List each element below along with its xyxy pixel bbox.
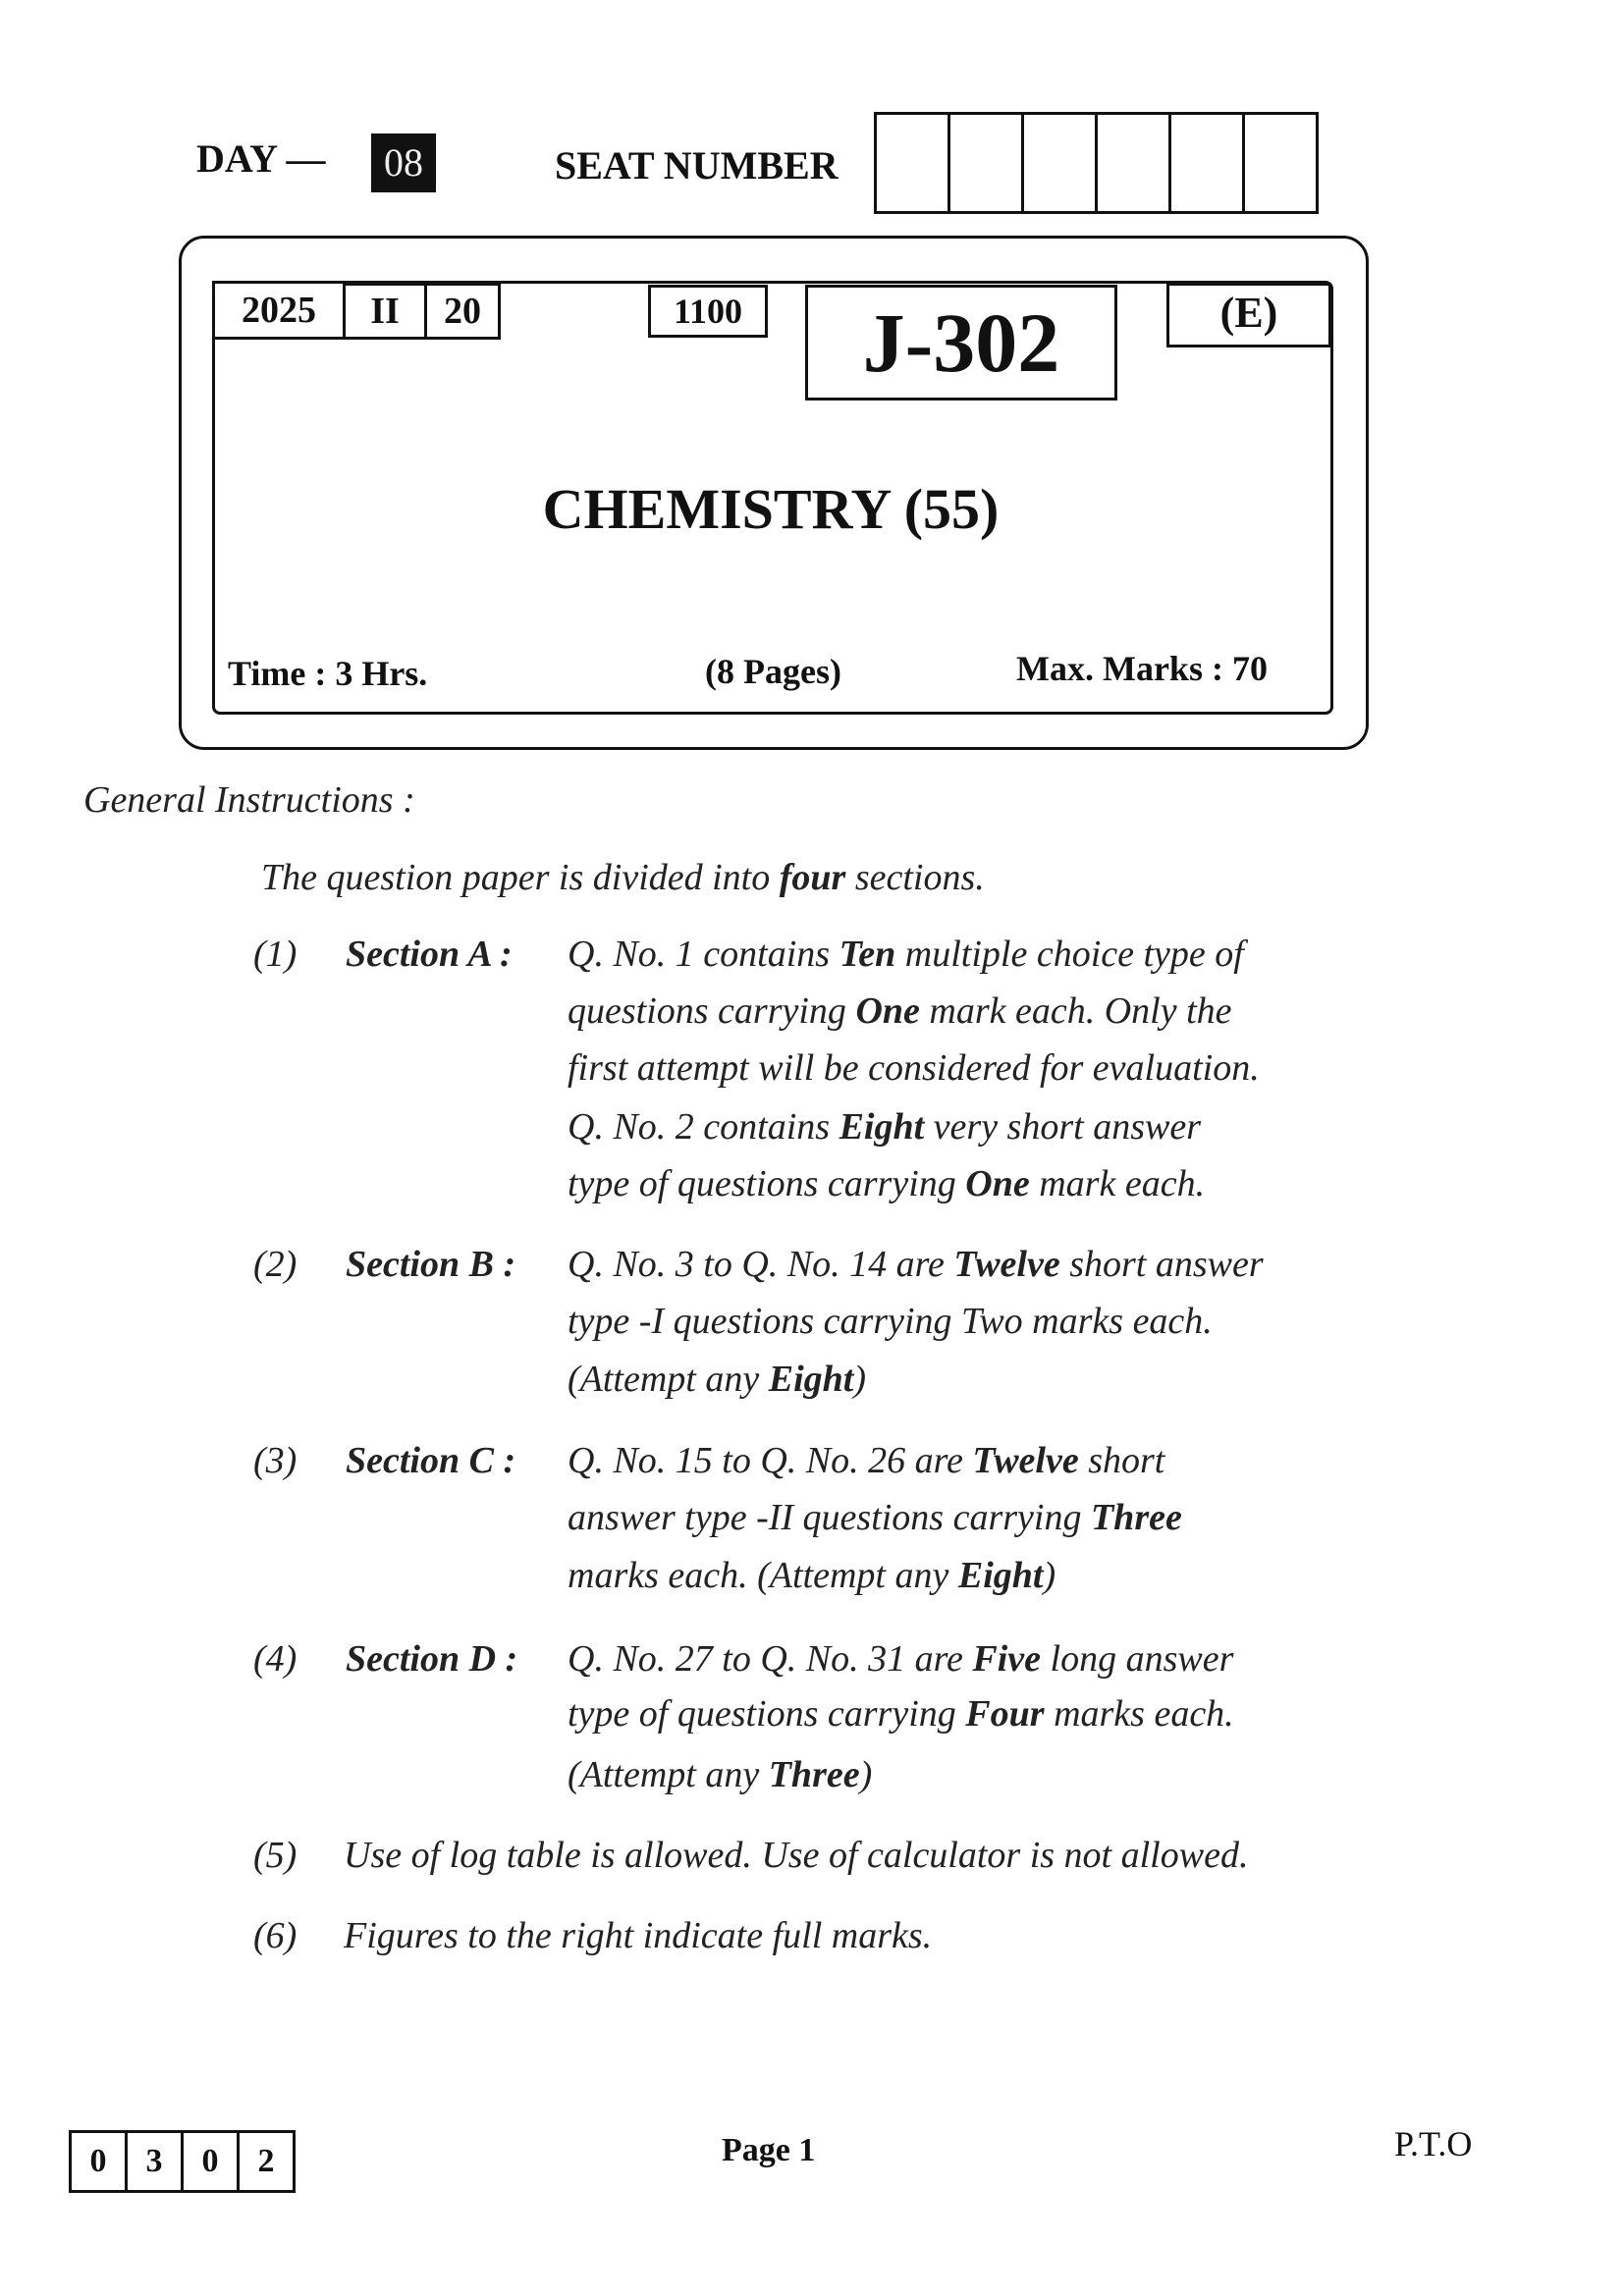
seat-number-boxes[interactable]	[874, 112, 1319, 214]
instruction-line	[568, 1162, 1205, 1205]
instruction-text: Use of log table is allowed. Use of calculator is not allowed.	[344, 1835, 1249, 1876]
instruction-line	[568, 1554, 1056, 1597]
emphasis-text: Five	[972, 1638, 1042, 1680]
section-label: Section B :	[346, 1244, 516, 1285]
seat-number-label: SEAT NUMBER	[555, 143, 839, 187]
instruction-text: type of questions carrying	[568, 1693, 966, 1735]
intro-bold: four	[779, 857, 846, 898]
instruction-text: Q. No. 1 contains	[568, 934, 839, 975]
instruction-text: mark each. Only the	[919, 990, 1232, 1032]
seat-number-cell[interactable]	[1098, 115, 1171, 211]
emphasis-text: Ten	[839, 934, 896, 975]
page-count: (8 Pages)	[705, 652, 841, 691]
instruction-text: multiple choice type of	[895, 934, 1244, 975]
emphasis-text: Twelve	[972, 1440, 1079, 1481]
instruction-text: )	[859, 1754, 873, 1795]
instruction-number: (1)	[253, 934, 298, 975]
instruction-text: Q. No. 27 to Q. No. 31 are	[568, 1638, 973, 1680]
instruction-line	[568, 1753, 872, 1796]
instruction-number: (2)	[253, 1244, 298, 1285]
instruction-text: first attempt will be considered for evaluation.	[568, 1047, 1260, 1089]
emphasis-text: One	[855, 990, 920, 1032]
instruction-text: answer type -II questions carrying	[568, 1497, 1091, 1538]
instruction-line	[568, 1046, 1260, 1090]
footer-code-digit: 0	[184, 2133, 240, 2190]
subject-title: CHEMISTRY (55)	[542, 477, 1000, 541]
instruction-line	[568, 1439, 1164, 1482]
emphasis-text: Three	[768, 1754, 860, 1795]
sub-code: 20	[424, 283, 501, 340]
emphasis-text: One	[965, 1163, 1030, 1204]
instruction-line	[568, 989, 1232, 1033]
instructions-intro	[261, 856, 985, 899]
paper-code: J-302	[805, 285, 1117, 400]
instruction-number: (3)	[253, 1440, 298, 1481]
instruction-text: Q. No. 15 to Q. No. 26 are	[568, 1440, 973, 1481]
footer-code-digit: 0	[72, 2133, 128, 2190]
instructions-heading: General Instructions :	[83, 779, 415, 821]
seat-number-cell[interactable]	[1024, 115, 1098, 211]
instruction-text: (Attempt any	[568, 1754, 769, 1795]
instruction-number: (6)	[253, 1915, 298, 1956]
page-number: Page 1	[722, 2132, 816, 2168]
instruction-line	[568, 933, 1244, 976]
seat-number-cell[interactable]	[1245, 115, 1316, 211]
emphasis-text: Four	[965, 1693, 1045, 1735]
instruction-text: questions carrying	[568, 990, 856, 1032]
instruction-text: Q. No. 2 contains	[568, 1106, 839, 1148]
footer-code-digit: 3	[128, 2133, 184, 2190]
intro-text-end: sections.	[845, 857, 985, 898]
emphasis-text: Three	[1090, 1497, 1182, 1538]
seat-number-cell[interactable]	[1171, 115, 1245, 211]
instruction-line	[568, 1692, 1234, 1735]
instruction-number: (4)	[253, 1638, 298, 1680]
emphasis-text: Twelve	[953, 1244, 1060, 1285]
max-marks: Max. Marks : 70	[1016, 649, 1268, 688]
instruction-number: (5)	[253, 1835, 298, 1876]
instruction-text: )	[853, 1359, 866, 1400]
instruction-line	[568, 1300, 1213, 1343]
instruction-text: Figures to the right indicate full marks.	[344, 1915, 933, 1956]
instruction-text: very short answer	[924, 1106, 1201, 1148]
footer-code-boxes	[69, 2130, 296, 2193]
instruction-text: type -I questions carrying Two marks each.	[568, 1301, 1213, 1342]
instruction-line	[568, 1358, 866, 1401]
instruction-text: (Attempt any	[568, 1359, 769, 1400]
term-code: II	[343, 283, 427, 340]
instruction-line	[568, 1637, 1233, 1681]
instruction-line	[568, 1243, 1264, 1286]
instruction-text: marks each.	[1044, 1693, 1234, 1735]
instruction-line	[568, 1105, 1201, 1148]
instruction-text: type of questions carrying	[568, 1163, 966, 1204]
instruction-text: marks each. (Attempt any	[568, 1555, 958, 1596]
seat-number-cell[interactable]	[877, 115, 950, 211]
instruction-text: short answer	[1059, 1244, 1264, 1285]
year-code: 2025	[212, 281, 346, 340]
emphasis-text: Eight	[768, 1359, 854, 1400]
instruction-text: short	[1078, 1440, 1165, 1481]
intro-text: The question paper is divided into	[261, 857, 780, 898]
please-turn-over: P.T.O	[1394, 2124, 1473, 2163]
section-label: Section A :	[346, 934, 513, 975]
emphasis-text: Eight	[839, 1106, 925, 1148]
footer-code-digit: 2	[257, 2143, 275, 2179]
instruction-text: )	[1043, 1555, 1056, 1596]
day-number-badge: 08	[371, 133, 436, 192]
exam-time: Time : 3 Hrs.	[228, 654, 428, 693]
instruction-text: Q. No. 3 to Q. No. 14 are	[568, 1244, 954, 1285]
section-label: Section C :	[346, 1440, 516, 1481]
instruction-text: long answer	[1041, 1638, 1234, 1680]
time-code: 1100	[648, 285, 768, 338]
seat-number-cell[interactable]	[950, 115, 1024, 211]
medium-code: (E)	[1166, 283, 1331, 347]
instruction-text: mark each.	[1029, 1163, 1206, 1204]
emphasis-text: Eight	[957, 1555, 1044, 1596]
section-label: Section D :	[346, 1638, 518, 1680]
instruction-line	[568, 1496, 1182, 1539]
day-label: DAY —	[196, 136, 326, 181]
